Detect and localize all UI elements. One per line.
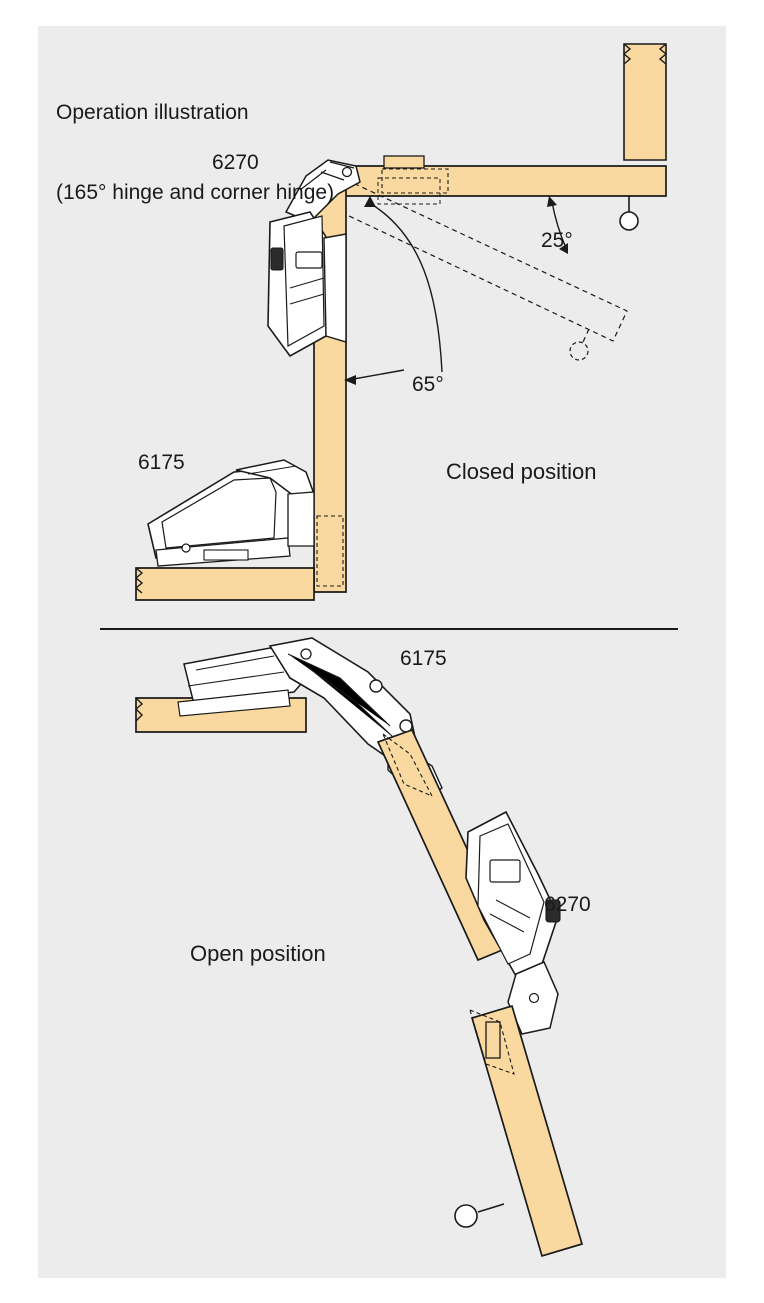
figure-title bbox=[56, 46, 334, 261]
label-ref-6270-open: 6270 bbox=[544, 893, 591, 916]
label-ref-6175-open: 6175 bbox=[400, 647, 447, 670]
label-angle-65: 65° bbox=[412, 373, 444, 396]
figure-title-line2: (165° hinge and corner hinge) bbox=[56, 181, 335, 205]
panel-top-right-vertical bbox=[624, 44, 666, 160]
panel-front-open-lower bbox=[455, 1006, 582, 1256]
label-ref-6175-closed: 6175 bbox=[138, 451, 185, 474]
angle-65-indicator bbox=[344, 196, 442, 385]
operation-illustration-figure bbox=[38, 26, 726, 1278]
panel-flap-closed bbox=[335, 156, 666, 230]
label-ref-6270-closed: 6270 bbox=[212, 151, 259, 174]
caption-closed-position: Closed position bbox=[446, 459, 597, 484]
caption-open-position: Open position bbox=[190, 941, 326, 966]
lift-6175-closed bbox=[136, 460, 314, 600]
figure-title-line1: Operation illustration bbox=[56, 100, 249, 124]
label-angle-25: 25° bbox=[541, 229, 573, 252]
